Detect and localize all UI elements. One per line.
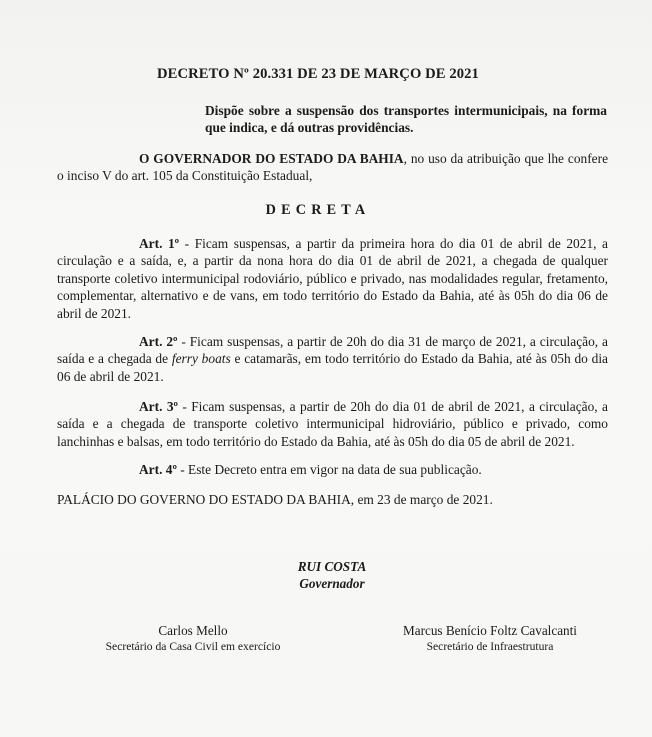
signatory-name: Marcus Benício Foltz Cavalcanti xyxy=(403,623,577,638)
governor-title: Governador xyxy=(299,576,365,591)
preamble-authority: O GOVERNADOR DO ESTADO DA BAHIA xyxy=(139,151,404,166)
article-label: Art. 3º xyxy=(139,399,178,414)
closing-line: PALÁCIO DO GOVERNO DO ESTADO DA BAHIA, em 23 de março de 2021. xyxy=(57,492,493,507)
article-label: Art. 1º xyxy=(139,236,180,251)
article-text: - Ficam suspensas, a partir de 20h do dia 01 de abril de 2021, a circulação, a saída e a chegada de transporte coletivo intermunicipal hidroviário, público e privado, como lanchinhas e balsas, em todo território do Estado da Bahia, até às 05h do dia 05 de abril de 2021. xyxy=(57,399,608,449)
article-text: - Ficam suspensas, a partir da primeira hora do dia 01 de abril de 2021, a circulação e a saída, e, a partir da nona hora do dia 01 de abril de 2021, a chegada de qualquer transporte coletivo intermunicipal rodoviário, público e privado, nas modalidades regular, fretamento, complementar, alternativo e de vans, em todo território do Estado da Bahia, até às 05h do dia 06 de abril de 2021. xyxy=(57,236,608,321)
article-4 xyxy=(57,461,608,478)
signatory-role: Secretário da Casa Civil em exercício xyxy=(105,640,281,653)
governor-signature xyxy=(0,558,652,592)
article-label: Art. 2º xyxy=(139,334,178,349)
article-text: - Este Decreto entra em vigor na data de sua publicação. xyxy=(176,462,482,477)
decree-summary: Dispõe sobre a suspensão dos transportes intermunicipais, na forma que indica, e dá outras providências. xyxy=(205,103,607,135)
signatory-casa-civil xyxy=(88,623,298,655)
signatory-role: Secretário de Infraestrutura xyxy=(426,640,554,653)
governor-name: RUI COSTA xyxy=(297,559,367,574)
decreta-heading: DECRETA xyxy=(265,202,371,218)
article-label: Art. 4º xyxy=(139,462,177,477)
signatory-infraestrutura xyxy=(372,623,608,655)
preamble-paragraph xyxy=(57,150,608,185)
preamble-text: , no uso da atribuição que lhe confere o inciso V do art. 105 da Constituição Estadual, xyxy=(57,151,609,184)
article-text-italic: ferry boats xyxy=(171,351,231,367)
article-1 xyxy=(57,235,608,322)
signatory-name: Carlos Mello xyxy=(158,623,228,638)
article-text: - Ficam suspensas, a partir de 20h do dia 31 de março de 2021, a circulação, a saída e a chegada de xyxy=(57,334,608,367)
article-3 xyxy=(57,398,608,450)
decree-title: DECRETO Nº 20.331 DE 23 DE MARÇO DE 2021 xyxy=(157,66,479,82)
article-2 xyxy=(57,333,608,385)
article-text: e catamarãs, em todo território do Estado da Bahia, até às 05h do dia 06 de abril de 2021. xyxy=(57,351,608,384)
